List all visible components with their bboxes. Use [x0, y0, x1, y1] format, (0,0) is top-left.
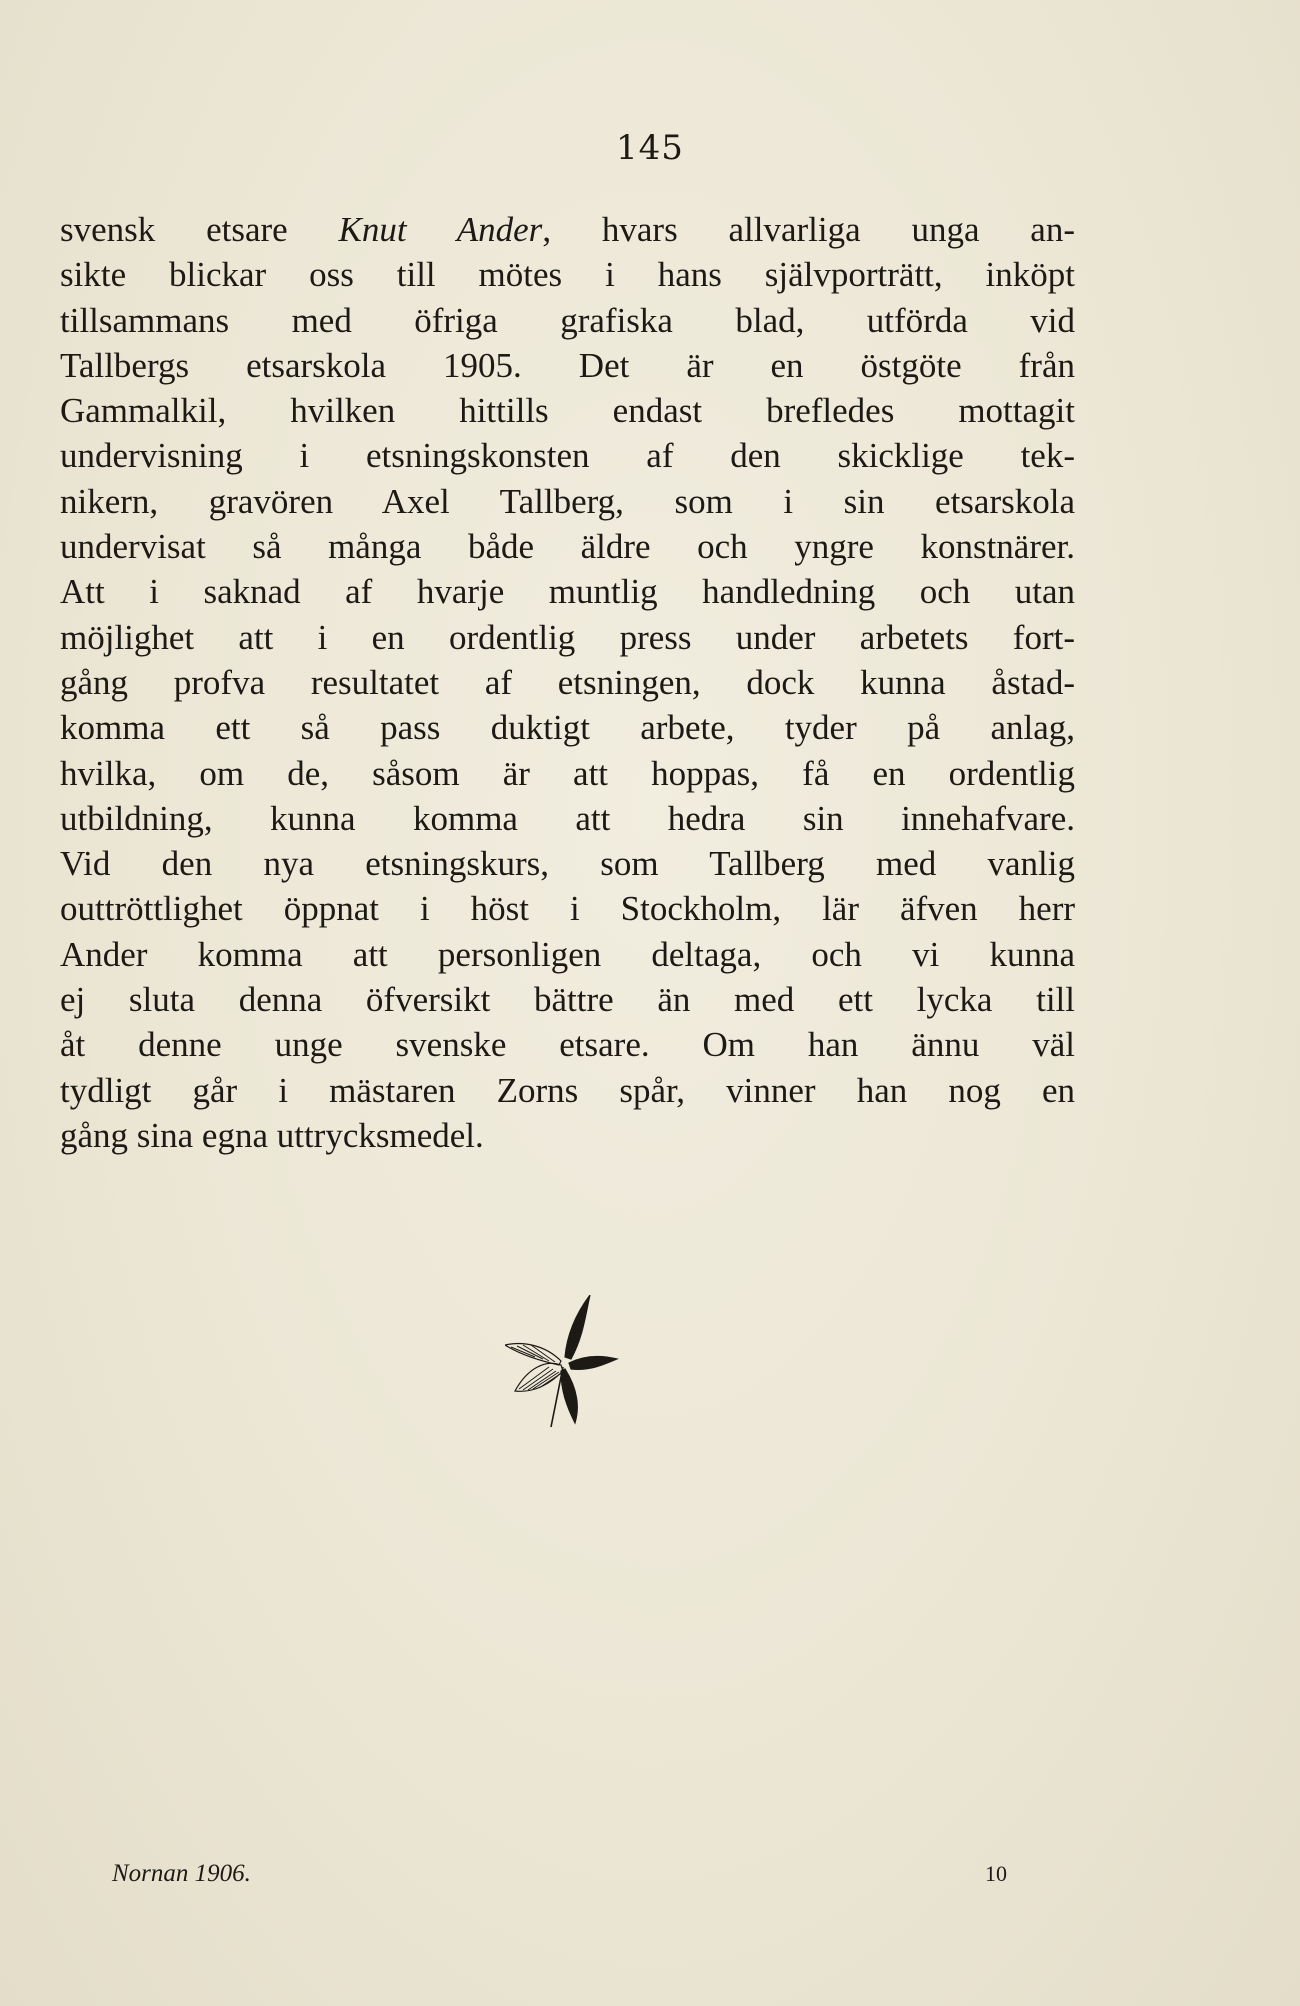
text-segment: outtröttlighet öppnat i höst i Stockholm, lär äfven herr	[60, 889, 1075, 929]
text-segment: undervisat så många både äldre och yngre konstnärer.	[60, 527, 1075, 567]
text-segment: Ander komma att personligen deltaga, och vi kunna	[60, 934, 1075, 974]
text-segment: sikte blickar oss till mötes i hans självporträtt, inköpt	[60, 255, 1075, 295]
text-line	[60, 705, 1075, 750]
text-line	[60, 433, 1075, 478]
text-line	[60, 886, 1075, 931]
text-segment: gång profva resultatet af etsningen, dock kunna åstad-	[60, 662, 1075, 702]
footer-signature-mark: 10	[985, 1861, 1007, 1886]
text-segment: , hvars allvarliga unga an-	[542, 210, 1075, 249]
body-paragraph	[60, 207, 1075, 1158]
text-segment: ej sluta denna öfversikt bättre än med ett lycka till	[60, 980, 1075, 1020]
text-segment: Gammalkil, hvilken hittills endast brefledes mottagit	[60, 391, 1075, 431]
text-line	[60, 479, 1075, 524]
text-line	[60, 977, 1075, 1022]
text-segment: svensk etsare	[60, 210, 339, 249]
text-segment: tydligt går i mästaren Zorns spår, vinner han nog en	[60, 1070, 1075, 1110]
text-segment: undervisning i etsningskonsten af den skicklige tek-	[60, 436, 1075, 476]
text-segment: Att i saknad af hvarje muntlig handledning och utan	[60, 572, 1075, 612]
text-segment: komma ett så pass duktigt arbete, tyder på anlag,	[60, 708, 1075, 748]
text-segment: åt denne unge svenske etsare. Om han ännu väl	[60, 1025, 1075, 1065]
text-line	[60, 207, 1075, 252]
italic-name: Knut Ander	[338, 210, 543, 249]
text-line	[60, 1113, 1075, 1158]
text-line	[60, 1022, 1075, 1067]
text-segment: nikern, gravören Axel Tallberg, som i sin etsarskola	[60, 481, 1075, 521]
text-segment: möjlighet att i en ordentlig press under arbetets fort-	[60, 617, 1075, 657]
leaf-ornament-icon	[505, 1295, 620, 1430]
text-segment: hvilka, om de, såsom är att hoppas, få en ordentlig	[60, 753, 1075, 793]
page-number: 145	[616, 128, 684, 168]
text-line	[60, 932, 1075, 977]
text-line	[60, 1068, 1075, 1113]
text-line	[60, 796, 1075, 841]
text-segment: tillsammans med öfriga grafiska blad, utförda vid	[60, 300, 1075, 340]
footer-publication: Nornan 1906.	[112, 1860, 251, 1887]
text-line	[60, 388, 1075, 433]
text-line	[60, 660, 1075, 705]
text-segment: Tallbergs etsarskola 1905. Det är en östgöte från	[60, 345, 1075, 385]
text-line	[60, 524, 1075, 569]
text-segment: Vid den nya etsningskurs, som Tallberg med vanlig	[60, 844, 1075, 884]
text-line	[60, 841, 1075, 886]
text-line	[60, 298, 1075, 343]
text-line	[60, 343, 1075, 388]
text-line	[60, 569, 1075, 614]
text-segment: utbildning, kunna komma att hedra sin innehafvare.	[60, 798, 1075, 838]
text-line	[60, 252, 1075, 297]
text-line	[60, 615, 1075, 660]
text-segment: gång sina egna uttrycksmedel.	[60, 1115, 484, 1155]
text-line	[60, 751, 1075, 796]
